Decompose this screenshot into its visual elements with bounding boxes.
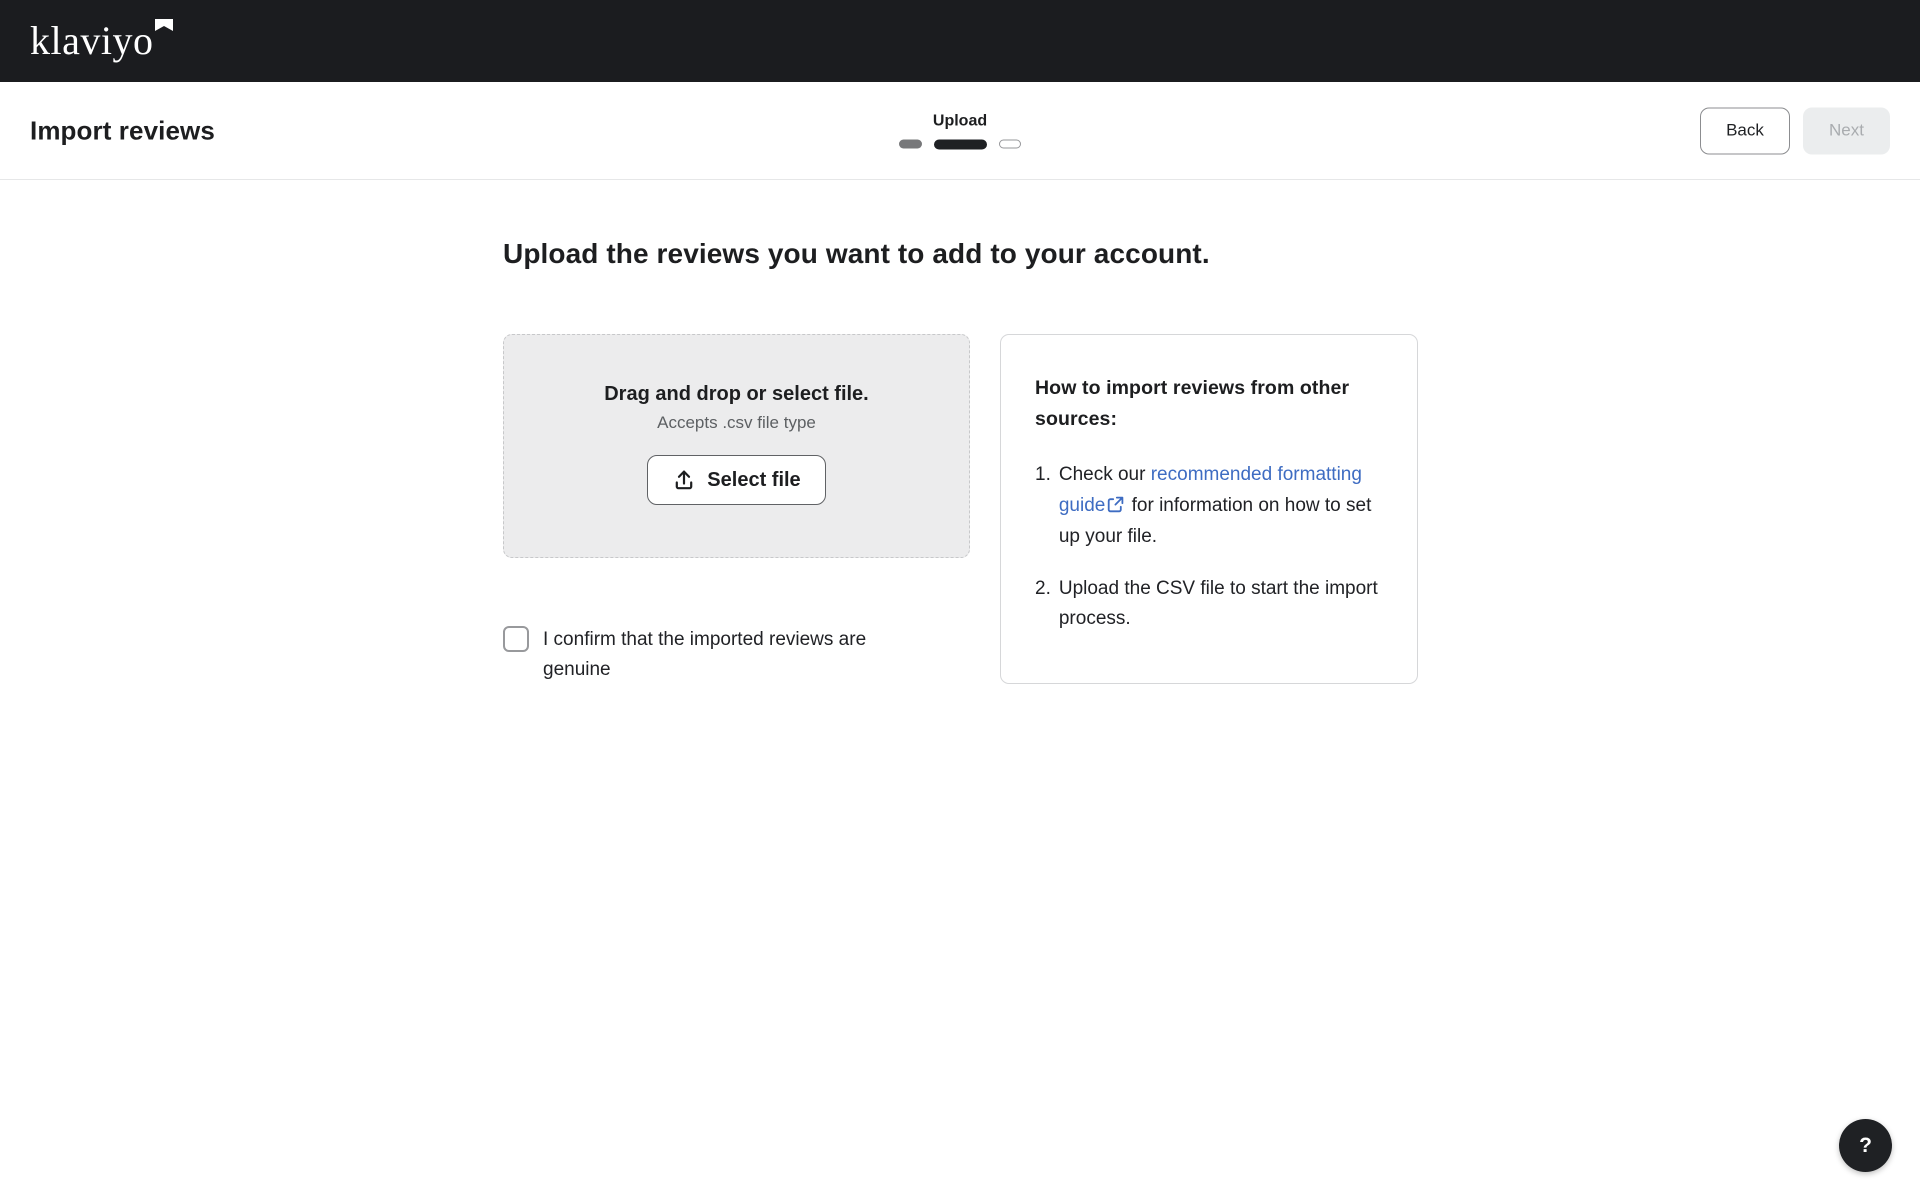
- select-file-label: Select file: [707, 468, 801, 491]
- klaviyo-logo[interactable]: [30, 18, 173, 63]
- upload-icon: [672, 468, 696, 492]
- formatting-guide-link[interactable]: recommended formatting guide: [1058, 463, 1362, 516]
- genuine-reviews-label[interactable]: I confirm that the imported reviews are genuine: [543, 629, 867, 681]
- info-step-2-number: 2.: [1035, 577, 1051, 599]
- next-button[interactable]: Next: [1803, 107, 1890, 154]
- upload-heading: Upload the reviews you want to add to your account.: [503, 238, 1210, 269]
- help-button[interactable]: [1839, 1119, 1892, 1172]
- page-title: Import reviews: [30, 115, 215, 145]
- step-pill-upcoming: [999, 140, 1021, 149]
- external-link-icon[interactable]: [1107, 496, 1124, 513]
- step-pill-completed: [899, 140, 922, 149]
- info-step-1: [1035, 460, 1381, 553]
- info-step-1-number: 1.: [1035, 463, 1051, 485]
- info-step-1-text: [1059, 460, 1379, 553]
- help-button-label: ?: [1859, 1133, 1872, 1157]
- dropzone-subtitle: Accepts .csv file type: [657, 413, 816, 432]
- klaviyo-flag-icon: [155, 19, 173, 34]
- top-nav-bar: [0, 0, 1920, 82]
- info-step-1-pre: Check our: [1058, 463, 1151, 485]
- page-header: [0, 82, 1920, 180]
- info-step-list: [1035, 460, 1381, 636]
- info-card-heading: How to import reviews from other sources:: [1035, 377, 1350, 430]
- genuine-reviews-checkbox[interactable]: [503, 626, 529, 652]
- header-actions: [1700, 107, 1890, 154]
- current-step-label: Upload: [932, 112, 988, 129]
- confirm-row: [503, 625, 923, 686]
- progress-stepper: [899, 112, 1021, 149]
- step-pill-current: [934, 139, 987, 149]
- info-step-2-text: Upload the CSV file to start the import process.: [1058, 577, 1378, 630]
- select-file-button[interactable]: [647, 455, 825, 505]
- klaviyo-logo-text: klaviyo: [30, 18, 154, 63]
- import-info-card: [1000, 334, 1418, 684]
- info-step-2: [1035, 574, 1381, 636]
- info-step-1-post: for information on how to set up your file.: [1058, 494, 1372, 547]
- file-dropzone[interactable]: [503, 334, 970, 558]
- dropzone-title: Drag and drop or select file.: [604, 383, 869, 405]
- back-button[interactable]: Back: [1700, 107, 1790, 154]
- step-pills: [899, 139, 1021, 149]
